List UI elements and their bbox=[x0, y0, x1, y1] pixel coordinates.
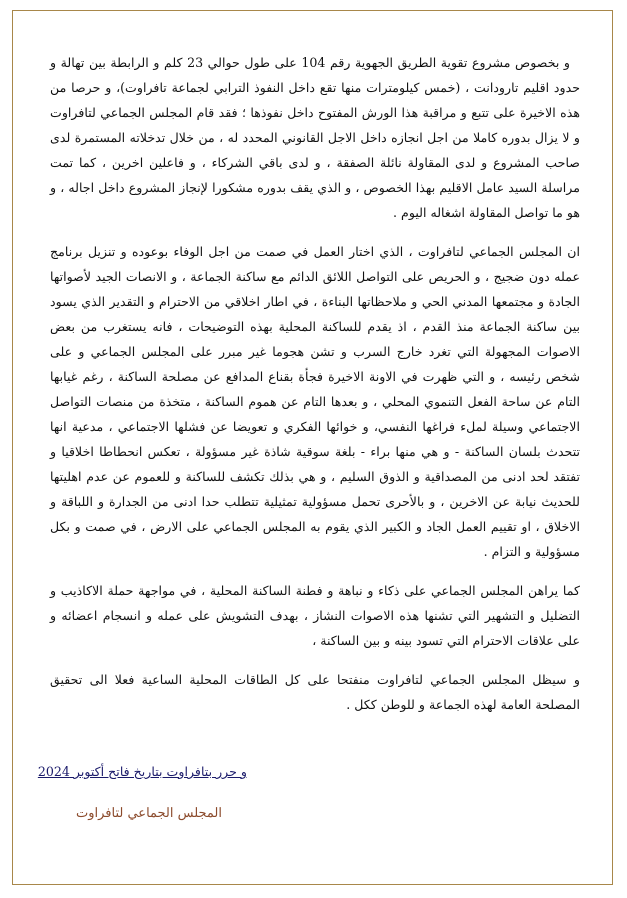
signature: المجلس الجماعي لتافراوت bbox=[75, 806, 222, 821]
document-body bbox=[50, 50, 580, 731]
date-line: و حرر بتافراوت بتاريخ فاتح أكتوبر 2024 bbox=[37, 764, 247, 779]
paragraph-closing: و سيظل المجلس الجماعي لتافراوت منفتحا على كل الطاقات المحلية الساعية فعلا الى تحقيق المصلحة العامة لهذه الجماعة و للوطن ككل . bbox=[50, 672, 580, 712]
paragraph-council-response: ان المجلس الجماعي لتافراوت ، الذي اختار العمل في صمت من اجل الوفاء بوعوده و تنزيل برنامج عمله دون ضجيج ، و الحريص على التواصل اللائق الدائم مع ساكنة الجماعة ، و الانصات الجيد لأصواتها الجادة و مجتمعها المدني الحي و ملاحظاتها البناءة ، في اطار اخلاقي من الاحترام و التقدير الذي يسود بين ساكنة الجماعة منذ القدم ، اذ يقدم للساكنة المحلية بهذه التوضيحات ، فانه يستغرب من بعض الاصوات المجهولة التي تغرد خارج السرب و تشن هجوما غير مبرر على المجلس الجماعي و على شخص رئيسه ، و التي ظهرت في الاونة الاخيرة فجأة بقناع المدافع عن مصلحة الساكنة ، رغم غيابها التام عن ساحة الفعل التنموي المحلي ، و بعدها التام عن هموم الساكنة ، متخذة من منصات التواصل الاجتماعي وسيلة لملء فراغها النفسي، و خوائها الفكري و تعويضا عن فشلها الاجتماعي ، مدعية انها تتحدث بلسان الساكنة - و هي منها براء - بلغة سوقية شاذة غير مسؤولة ، تعكس انحطاطا اخلاقيا و تفتقد لحد ادنى من المصداقية و الذوق السليم ، و هي بذلك تكشف للساكنة و للعموم عن عدم اهليتها للحديث نيابة عن الاخرين ، و بالأحرى تحمل مسؤولية تمثيلية تتطلب حدا ادنى من الجدارة و اللباقة و الاخلاق ، او تقييم العمل الجاد و الكبير الذي يقوم به المجلس الجماعي على الارض ، في صمت و بكل مسؤولية و التزام . bbox=[50, 244, 580, 559]
paragraph-council-trust: كما يراهن المجلس الجماعي على ذكاء و نباهة و فطنة الساكنة المحلية ، في مواجهة حملة الاكاذيب و التضليل و التشهير التي تشنها هذه الاصوات النشاز ، بهدف التشويش على عمله و انسجام اعضائه و على علاقات الاحترام التي تسود بينه و بين الساكنة ، bbox=[50, 583, 580, 648]
paragraph-road-project: و بخصوص مشروع تقوية الطريق الجهوية رقم 104 على طول حوالي 23 كلم و الرابطة بين تهالة و حدود اقليم تارودانت ، (خمس كيلومترات منها تقع داخل النفوذ الترابي لجماعة تافراوت)، و حرصا من هذه الاخيرة على تتبع و مراقبة هذا الورش المفتوح داخل نفوذها ؛ فقد قام المجلس الجماعي لتافراوت و لا يزال بدوره كاملا من اجل انجازه داخل الاجل القانوني المحدد له ، من خلال تدخلاته المستمرة لدى صاحب المشروع و لدى المقاولة نائلة الصفقة ، و لدى باقي الشركاء ، و فاعلين اخرين ، كما تمت مراسلة السيد عامل الاقليم بهذا الخصوص ، و الذي يقف بدوره مشكورا لإنجاز المشروع داخل اجاله ، و هو ما تواصل المقاولة اشغاله اليوم . bbox=[50, 55, 580, 220]
